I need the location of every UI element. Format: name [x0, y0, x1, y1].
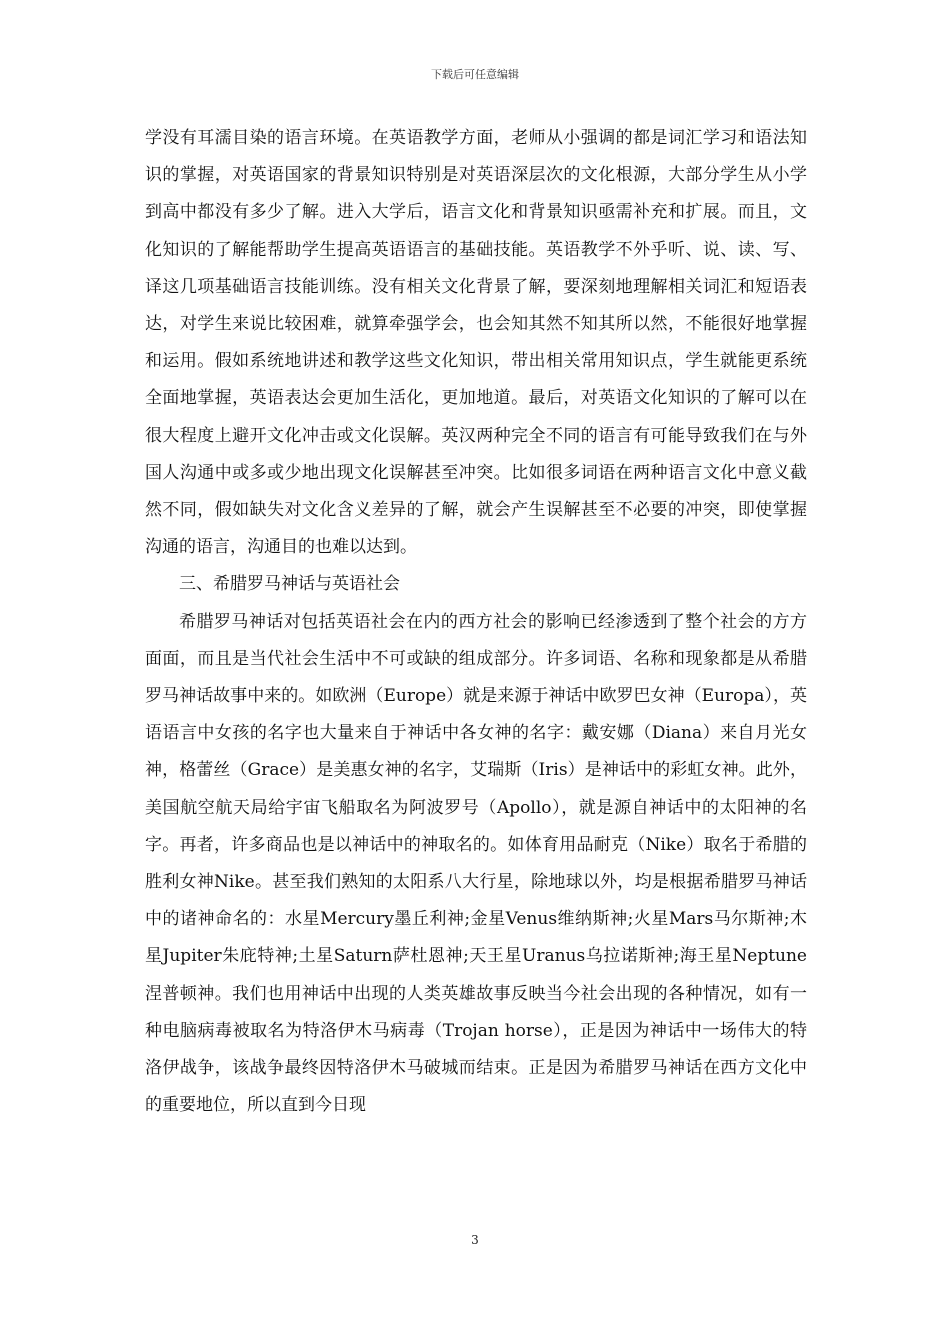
body-paragraph: 学没有耳濡目染的语言环境。在英语教学方面，老师从小强调的都是词汇学习和语法知识的掌握，对英语国家的背景知识特别是对英语深层次的文化根源，大部分学生从小学到高中都没有多少了解。进入大学后，语言文化和背景知识亟需补充和扩展。而且，文化知识的了解能帮助学生提高英语语言的基础技能。英语教学不外乎听、说、读、写、译这几项基础语言技能训练。没有相关文化背景了解，要深刻地理解相关词汇和短语表达，对学生来说比较困难，就算牵强学会，也会知其然不知其所以然，不能很好地掌握和运用。假如系统地讲述和教学这些文化知识，带出相关常用知识点，学生就能更系统全面地掌握，英语表达会更加生活化，更加地道。最后，对英语文化知识的了解可以在很大程度上避开文化冲击或文化误解。英汉两种完全不同的语言有可能导致我们在与外国人沟通中或多或少地出现文化误解甚至冲突。比如很多词语在两种语言文化中意义截然不同，假如缺失对文化含义差异的了解，就会产生误解甚至不必要的冲突，即使掌握沟通的语言，沟通目的也难以达到。: [145, 128, 807, 558]
document-body: [145, 120, 807, 1124]
body-paragraph: 希腊罗马神话对包括英语社会在内的西方社会的影响已经渗透到了整个社会的方方面面，而且是当代社会生活中不可或缺的组成部分。许多词语、名称和现象都是从希腊罗马神话故事中来的。如欧洲（Europe）就是来源于神话中欧罗巴女神（Europa），英语语言中女孩的名字也大量来自于神话中各女神的名字：戴安娜（Diana）来自月光女神，格蕾丝（Grace）是美惠女神的名字，艾瑞斯（Iris）是神话中的彩虹女神。此外，美国航空航天局给宇宙飞船取名为阿波罗号（Apollo），就是源自神话中的太阳神的名字。再者，许多商品也是以神话中的神取名的。如体育用品耐克（Nike）取名于希腊的胜利女神Nike。甚至我们熟知的太阳系八大行星，除地球以外，均是根据希腊罗马神话中的诸神命名的：水星Mercury墨丘利神;金星Venus维纳斯神;火星Mars马尔斯神;木星Jupiter朱庇特神;土星Saturn萨杜恩神;天王星Uranus乌拉诺斯神;海王星Neptune涅普顿神。我们也用神话中出现的人类英雄故事反映当今社会出现的各种情况，如有一种电脑病毒被取名为特洛伊木马病毒（Trojan horse），正是因为神话中一场伟大的特洛伊战争，该战争最终因特洛伊木马破城而结束。正是因为希腊罗马神话在西方文化中的重要地位，所以直到今日现: [145, 611, 807, 1116]
page-header: 下载后可任意编辑: [431, 68, 519, 81]
section-heading: 三、希腊罗马神话与英语社会: [179, 574, 400, 595]
page-number: 3: [471, 1233, 479, 1247]
